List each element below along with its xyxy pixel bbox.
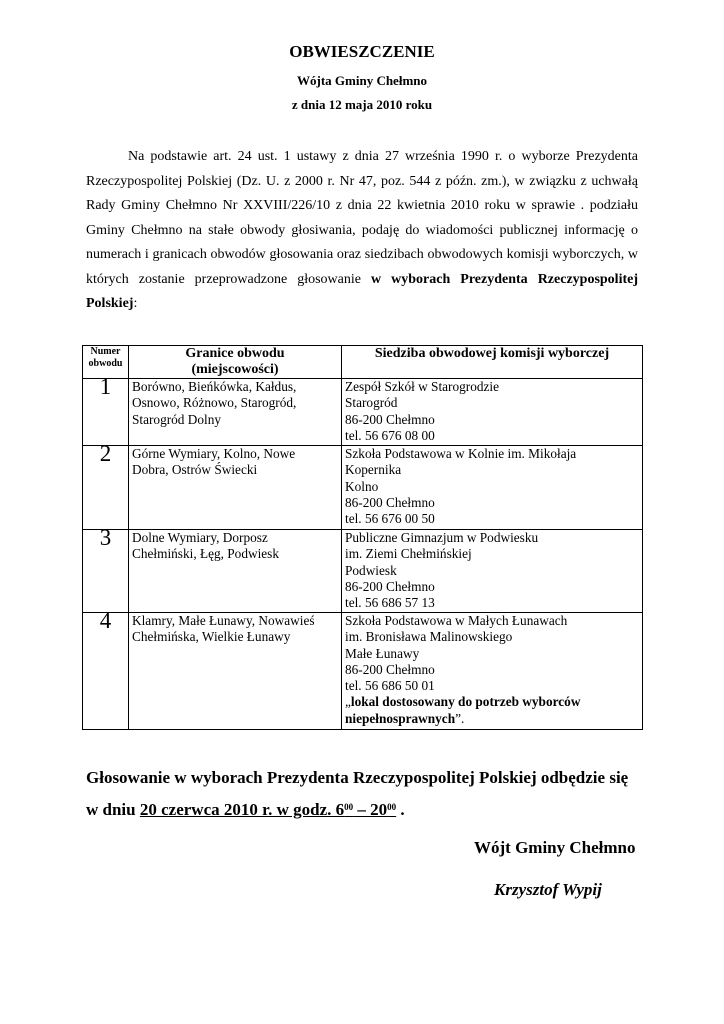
header-bounds-line2: (miejscowości) — [191, 362, 279, 377]
seat-line: Szkoła Podstawowa w Kolnie im. Mikołaja — [345, 446, 577, 461]
table-row — [83, 379, 643, 446]
bounds-line: Osnowo, Różnowo, Starogród, — [132, 395, 297, 411]
voting-date-time — [140, 800, 396, 819]
seat-line: 86-200 Chełmno — [345, 494, 435, 510]
voting-end: . — [396, 800, 405, 819]
document-date: z dnia 12 maja 2010 roku — [291, 97, 433, 112]
header-bounds-line1: Granice obwodu — [185, 346, 285, 361]
bounds-line: Starogród Dolny — [132, 411, 222, 427]
start-minutes: 00 — [344, 802, 354, 812]
accessibility-note-line1 — [345, 694, 639, 710]
document-title: OBWIESZCZENIE — [289, 42, 435, 61]
seat-line: Małe Łunawy — [345, 645, 420, 661]
signature-name: Krzysztof Wypij — [494, 880, 602, 899]
seat-line: 86-200 Chełmno — [345, 411, 435, 427]
header-seat: Siedziba obwodowej komisji wyborczej — [342, 346, 643, 379]
table-row — [83, 530, 643, 613]
intro-bold-text: w wyborach Prezydenta Rzeczypospolitej Polskiej — [86, 271, 639, 311]
note-open-quote: „ — [345, 694, 351, 710]
circuit-seat — [342, 530, 643, 613]
seat-line: 86-200 Chełmno — [345, 661, 435, 677]
table-row — [83, 446, 643, 530]
header-number-line1: Numer — [90, 346, 121, 357]
voting-date: 20 czerwca 2010 r. w godz. 6 — [139, 800, 345, 819]
header-bounds — [129, 346, 342, 379]
voting-info — [86, 762, 646, 826]
header-number-line2: obwodu — [88, 358, 123, 369]
circuits-table — [82, 345, 643, 730]
bounds-line: Dobra, Ostrów Świecki — [132, 462, 258, 478]
seat-line: Zespół Szkół w Starogrodzie — [345, 379, 499, 394]
bounds-line: Dolne Wymiary, Dorposz — [132, 530, 268, 545]
circuit-bounds — [129, 446, 342, 530]
voting-line2 — [86, 794, 646, 826]
accessibility-note-line2 — [345, 711, 639, 727]
seat-line: Kolno — [345, 478, 379, 494]
voting-line1: Głosowanie w wyborach Prezydenta Rzeczypospolitej Polskiej odbędzie się — [86, 768, 629, 787]
voting-prefix: w dniu — [86, 800, 140, 819]
note-close-quote: ”. — [455, 710, 465, 726]
voting-end-hour: – 20 — [353, 800, 388, 819]
seat-line: im. Bronisława Malinowskiego — [345, 629, 513, 645]
circuit-seat — [342, 379, 643, 446]
end-minutes: 00 — [387, 802, 397, 812]
accessibility-note-text1: lokal dostosowany do potrzeb wyborców — [350, 694, 581, 710]
seat-line: im. Ziemi Chełmińskiej — [345, 546, 472, 562]
circuit-bounds — [129, 379, 342, 446]
intro-paragraph — [86, 145, 638, 317]
seat-line: tel. 56 686 50 01 — [345, 678, 435, 694]
seat-line: tel. 56 676 08 00 — [345, 427, 435, 443]
circuit-number: 2 — [83, 446, 129, 530]
bounds-line: Klamry, Małe Łunawy, Nowawieś — [132, 613, 315, 628]
seat-line: Kopernika — [345, 462, 402, 478]
circuit-number: 1 — [83, 379, 129, 446]
intro-end: : — [133, 296, 138, 311]
seat-line: tel. 56 686 57 13 — [345, 595, 435, 611]
circuit-seat — [342, 613, 643, 730]
bounds-line: Chełmińska, Wielkie Łunawy — [132, 629, 291, 645]
circuit-bounds — [129, 530, 342, 613]
seat-line: tel. 56 676 00 50 — [345, 511, 435, 527]
signature-title: Wójt Gminy Chełmno — [474, 838, 636, 857]
bounds-line: Borówno, Bieńkówka, Kałdus, — [132, 379, 297, 394]
table-row — [83, 613, 643, 730]
seat-line: Podwiesk — [345, 562, 397, 578]
seat-line: Publiczne Gimnazjum w Podwiesku — [345, 530, 539, 545]
table-header-row — [83, 346, 643, 379]
bounds-line: Chełmiński, Łęg, Podwiesk — [132, 546, 279, 562]
accessibility-note-text2: niepełnosprawnych — [345, 710, 456, 726]
circuit-bounds — [129, 613, 342, 730]
intro-text: Na podstawie art. 24 ust. 1 ustawy z dnia 27 września 1990 r. o wyborze Prezydenta Rzeczypospolitej Polskiej (Dz. U. z 2000 r. Nr 47, poz. 544 z późn. zm.), w związku z uchwałą Rady Gminy Chełmno Nr XXVIII/226/10 z dnia 22 kwietnia 2010 roku w sprawie . podziału Gminy Chełmno na stałe obwody głosiwania, podaję do wiadomości publicznej informację o numerach i granicach obwodów głosowania oraz siedzibach obwodowych komisji wyborczych, w których zostanie przeprowadzone głosowanie — [86, 149, 638, 287]
seat-line: 86-200 Chełmno — [345, 578, 435, 594]
circuit-number: 4 — [83, 613, 129, 730]
seat-line: Szkoła Podstawowa w Małych Łunawach — [345, 613, 568, 628]
circuit-seat — [342, 446, 643, 530]
document-subtitle: Wójta Gminy Chełmno — [297, 73, 427, 88]
bounds-line: Górne Wymiary, Kolno, Nowe — [132, 446, 296, 461]
seat-line: Starogród — [345, 395, 398, 411]
circuit-number: 3 — [83, 530, 129, 613]
